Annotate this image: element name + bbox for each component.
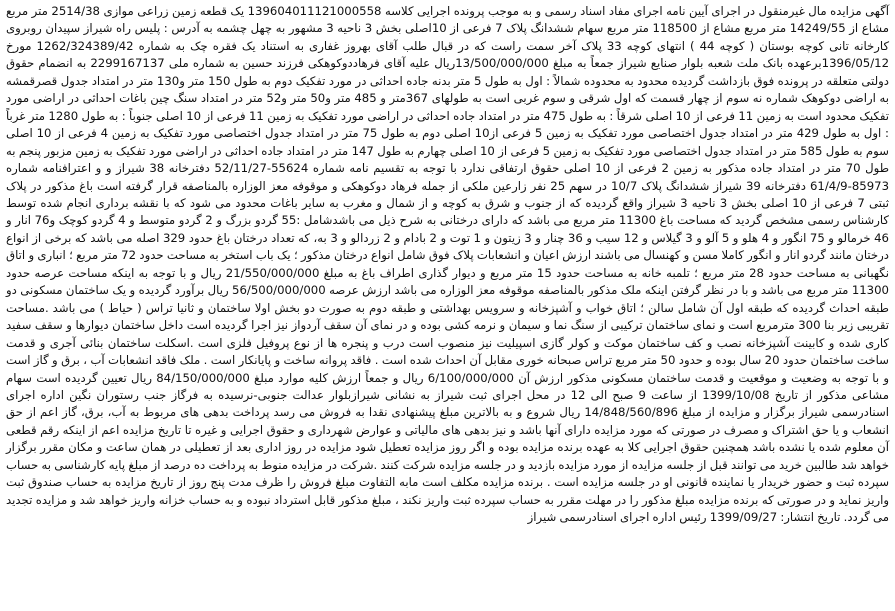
- notice-body-text: آگهی مزایده مال غیرمنقول در اجرای آیین نامه اجرای مفاد اسناد رسمی و به موجب پرونده اجرایی کلاسه 139604011121000558 یک قطعه زمین زراعی موازی 2514/38 متر مربع مشاع از 14249/55 متر مربع مشاع از 118500 متر مربع سهام ششدانگ پلاک 7 فرعی از 10اصلی بخش 3 ناحیه 3 مشهور به چهل چشمه به آدرس : پلیس راه شیراز سپیدان روبروی کارخانه تانی کوچه بوستان ( کوچه 44 ) انتهای کوچه 33 پلاک آخر سمت راست که در قبال طلب آقای بهروز غفاری به استناد یک فقره چک به شماره 1262/324389/42 مورخ 1396/05/12برعهده بانک ملت شعبه بلوار صنایع شیراز جمعاً به مبلغ 13/500/000/000ریال علیه آقای فرهاددوکوهکی فرزند حسین به شماره ملی 2299167137 به انضمام حقوق دولتی متعلقه در پرونده فوق بازداشت گردیده محدود به محدوده شمالاً : اول به طول 5 متر بدنه جاده احداثی در مورد تفکیک دوم به طول 150 متر و130 متر در امتداد جدول قصرقمشه به اراضی دوکوهک شماره نه سوم از چهار قسمت که اول شرقی و سوم غربی است به طولهای 367متر و 485 متر و50 متر و52 متر در امتداد سنگ چین باغات احداثی در اراضی مورد تفکیک محدود است به زمین 11 فرعی از 10 اصلی شرقاً : به طول 475 متر در امتداد جاده احداثی در اراضی مورد تفکیک به زمین 11 فرعی از 10 اصلی جنوباً : به طول 1280 متر غرباً : اول به طول 429 متر در امتداد جدول اختصاصی مورد تفکیک به زمین 5 فرعی از10 اصلی دوم به طول 75 متر در امتداد جدول اختصاصی مورد تفکیک به زمین 4 فرعی از 10 اصلی سوم به طول 585 متر در امتداد جدول اختصاصی مورد تفکیک به زمین 5 فرعی از 10 اصلی چهارم به طول 147 متر در امتداد جاده احداثی در اراضی مورد تفکیک به زمین مزبور پنجم به طول 70 متر در امتداد جاده مذکور به زمین 2 فرعی از 10 اصلی حقوق ارتفاقی ندارد با توجه به تقسیم نامه شماره 55624-52/11/27 دفترخانه 38 شیراز و و اعترافنامه شماره 85973-61/4/9 دفترخانه 39 شیراز ششدانگ پلاک 10/7 در سهم 25 نفر زارعین ملکی از جمله فرهاد دوکوهکی و موقوفه معز الوزاره بالمناصفه قرار گرفته است باغ مذکور در پلاک ثبتی 7 فرعی از 10 اصلی بخش 3 ناحیه 3 شیراز واقع گردیده که از جنوب و شرق به کوچه و از شمال و مغرب به سایر باغات محدود می شود که با نقشه برداری انجام شده توسط کارشناس رسمی مشخص گردید که مساحت باغ 11300 متر مربع می باشد که دارای درختانی به شرح ذیل می باشدشامل :55 گردو بزرگ و 2 گردو متوسط و 4 گردو کوچک و76 انار و 46 خرمالو و 75 انگور و 4 هلو و 5 آلو و 3 گیلاس و 12 سیب و 36 چنار و 3 زیتون و 1 توت و 2 بادام و 2 زردالو و 3 به، که تعداد درختان باغ حدود 329 اصله می باشد که برخی از انواع درختان مانند گردو انار و انگور کاملا مسن و کهنسال می باشند ارزش اعیان و انشعابات پلاک فوق شامل انواع درختان مذکور ؛ یک باب استخر به مساحت حدود 72 متر مربع ؛ انباری و اتاق نگهبانی به مساحت حدود 28 متر مربع ؛ تلمبه خانه به مساحت حدود 15 متر مربع و دیوار گذاری اطراف باغ به مبلغ 21/550/000/000 ریال و با توجه به اینکه مساحت عرصه حدود 11300 متر مربع می باشد و با در نظر گرفتن اینکه ملک مذکور بالمناصفه موقوفه معز الوزاره می باشد ارزش عرصه 56/500/000/000 ریال برآورد گردیده و یک ساختمان مسکونی دو طبقه احداث گردیده که طبقه اول آن شامل سالن ؛ اتاق خواب و آشپزخانه و سرویس بهداشتی و طبقه دوم به صورت دو بخش اولا ساختمان و ثانیا تراس ( حیاط ) می باشد .مساحت تقریبی زیر بنا 300 مترمربع است و نمای ساختمان ترکیبی از سنگ نما و سیمان و نرمه کشی بوده و در نمای آن سقف آردواز نیز اجرا گردیده است داخل ساختمان دیوارها و سقف سفید کاری شده و کابینت آشپزخانه نصب و کف ساختمان موکت و کولر گازی اسپیلیت نیز منصوب است درب و پنجره ها از نوع پروفیل فلزی است .اسکلت ساختمان بنائی آجری و قدمت ساخت ساختمان حدود 20 سال بوده و حدود 50 متر مربع تراس صبحانه خوری مقابل آن احداث شده است . فاقد پروانه ساخت و پایانکار است . ملک فاقد انشعابات آب ، برق و گاز است و با توجه به وضعیت و موقعیت و قدمت ساختمان مسکونی مذکور ارزش آن 6/100/000/000 ریال و جمعاً ارزش کلیه موارد مبلغ 84/150/000/000 ریال تعیین گردیده است سهام مشاعی مذکور از تاریخ 1399/10/08 از ساعت 9 صبح الی 12 در محل اجرای ثبت شیراز به نشانی شیرازبلوار عدالت جنوبی-نرسیده به فرگاز جنب رستوران نگین اداره اجرای اسنادرسمی شیراز برگزار و مزایده از مبلغ 14/848/560/896 ریال شروع و به بالاترین مبلغ پیشنهادی نقدا به فروش می رسد پرداخت بدهی های مربوط به آب، برق، گاز اعم از حق انشعاب و یا حق اشتراک و مصرف در صورتی که مورد مزایده دارای آنها باشد و نیز بدهی های مالیاتی و عوارض شهرداری و حقوق اجرایی و غیره تا تاریخ مزایده اعم از اینکه رقم قطعی آن معلوم شده یا نشده باشد همچنین حقوق اجرایی کلا به عهده برنده مزایده بوده و اگر روز مزایده تعطیل شود مزایده در روز اداری بعد از تعطیلی در همان ساعت و مکان مقرر برگزار خواهد شد طالبین خرید می توانند قبل از جلسه مزایده از مورد مزایده بازدید و در جلسه مزایده شرکت کنند .شرکت در مزایده منوط به پرداخت ده درصد از مبلغ پایه کارشناسی به حساب سپرده ثبت و حضور خریدار یا نماینده قانونی او در جلسه مزایده است . برنده مزایده مکلف است مابه التفاوت مبلغ فروش را ظرف مدت پنج روز از تاریخ مزایده به حساب صندوق ثبت واریز نماید و در صورتی که برنده مزایده مبلغ مذکور را در مهلت مقرر به حساب سپرده ثبت واریز نکند ، مبلغ مذکور قابل استرداد نبوده و به حساب خزانه واریز خواهد شد و مزایده تجدید می گردد. تاریخ انتشار: 1399/09/27 رئیس اداره اجرای اسنادرسمی شیراز: [6, 4, 890, 525]
